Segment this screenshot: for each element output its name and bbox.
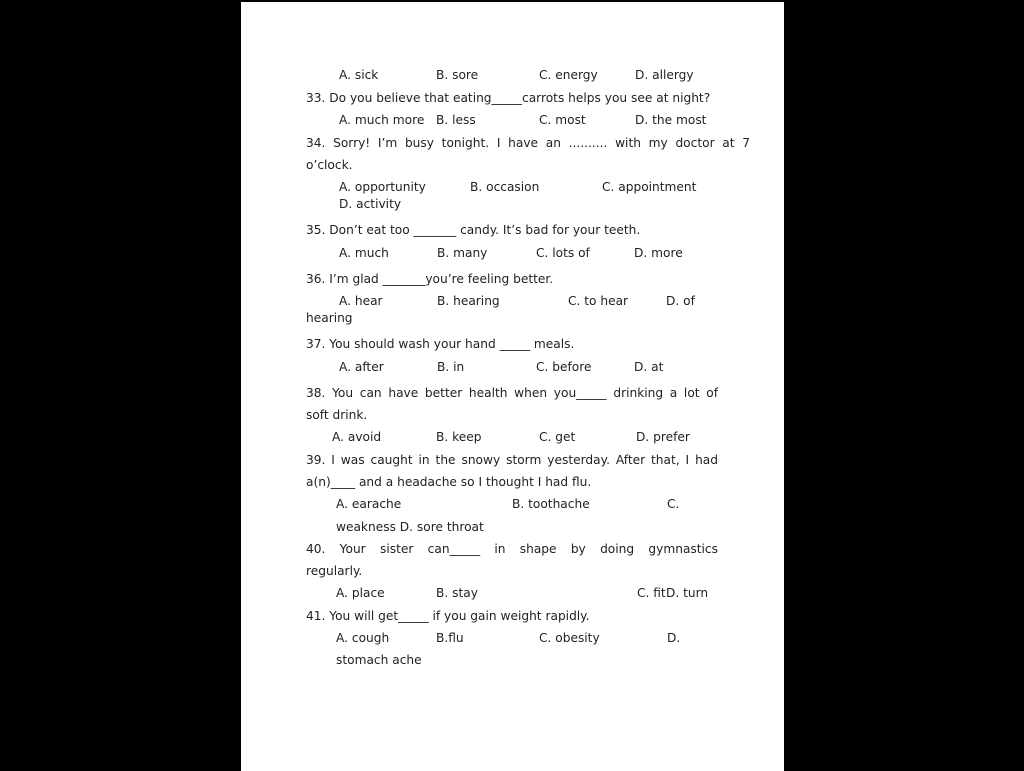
q37-option-b: B. in bbox=[437, 360, 465, 374]
q34-option-c: C. appointment bbox=[602, 180, 697, 194]
q40-question-line2: regularly. bbox=[306, 564, 363, 578]
q32-option-b: B. sore bbox=[436, 68, 479, 82]
q36-option-b: B. hearing bbox=[437, 294, 500, 308]
q35-option-d: D. more bbox=[634, 246, 683, 260]
q39-options-wrap: weakness D. sore throat bbox=[336, 520, 484, 534]
q33-option-d: D. the most bbox=[635, 113, 707, 127]
q38-option-a: A. avoid bbox=[332, 430, 382, 444]
q32-option-a: A. sick bbox=[339, 68, 379, 82]
q32-option-c: C. energy bbox=[539, 68, 598, 82]
q40-option-d: D. turn bbox=[666, 586, 709, 600]
q34-option-b: B. occasion bbox=[470, 180, 540, 194]
q41-option-a: A. cough bbox=[336, 631, 390, 645]
q38-option-b: B. keep bbox=[436, 430, 482, 444]
q33-question: 33. Do you believe that eating_____carrots helps you see at night? bbox=[306, 91, 711, 105]
q35-question: 35. Don’t eat too _______ candy. It’s bad for your teeth. bbox=[306, 223, 641, 237]
q40-option-a: A. place bbox=[336, 586, 385, 600]
document-page bbox=[241, 2, 784, 771]
q39-option-c: C. bbox=[667, 497, 680, 511]
q36-option-c: C. to hear bbox=[568, 294, 629, 308]
q38-question-line1: 38. You can have better health when you_____ drinking a lot of bbox=[306, 386, 718, 400]
q35-option-b: B. many bbox=[437, 246, 488, 260]
q41-option-wrap: stomach ache bbox=[336, 653, 422, 667]
q38-option-c: C. get bbox=[539, 430, 576, 444]
q34-option-d: D. activity bbox=[339, 197, 402, 211]
q33-option-c: C. most bbox=[539, 113, 586, 127]
q32-option-d: D. allergy bbox=[635, 68, 694, 82]
q41-option-d: D. bbox=[667, 631, 681, 645]
q33-option-a: A. much more bbox=[339, 113, 425, 127]
q41-option-b: B.flu bbox=[436, 631, 464, 645]
q41-option-c: C. obesity bbox=[539, 631, 600, 645]
q35-option-c: C. lots of bbox=[536, 246, 590, 260]
q37-question: 37. You should wash your hand _____ meals. bbox=[306, 337, 575, 351]
q39-option-a: A. earache bbox=[336, 497, 402, 511]
q33-option-b: B. less bbox=[436, 113, 476, 127]
q37-option-d: D. at bbox=[634, 360, 664, 374]
q37-option-a: A. after bbox=[339, 360, 384, 374]
q39-question-line2: a(n)____ and a headache so I thought I had flu. bbox=[306, 475, 592, 489]
q36-option-a: A. hear bbox=[339, 294, 383, 308]
q34-option-a: A. opportunity bbox=[339, 180, 426, 194]
q41-question: 41. You will get_____ if you gain weight rapidly. bbox=[306, 609, 590, 623]
q39-option-b: B. toothache bbox=[512, 497, 590, 511]
q37-option-c: C. before bbox=[536, 360, 592, 374]
q35-option-a: A. much bbox=[339, 246, 389, 260]
q40-question-line1: 40. Your sister can_____ in shape by doing gymnastics bbox=[306, 542, 718, 556]
q34-question-line2: o’clock. bbox=[306, 158, 353, 172]
q36-question: 36. I’m glad _______you’re feeling better. bbox=[306, 272, 554, 286]
q39-question-line1: 39. I was caught in the snowy storm yesterday. After that, I had bbox=[306, 453, 718, 467]
q40-option-b: B. stay bbox=[436, 586, 478, 600]
q38-option-d: D. prefer bbox=[636, 430, 690, 444]
q36-option-wrap: hearing bbox=[306, 311, 353, 325]
q38-question-line2: soft drink. bbox=[306, 408, 368, 422]
q34-question-line1: 34. Sorry! I’m busy tonight. I have an .......... with my doctor at 7 bbox=[306, 136, 750, 150]
q40-option-c: C. fit bbox=[637, 586, 666, 600]
q36-option-d: D. of bbox=[666, 294, 695, 308]
